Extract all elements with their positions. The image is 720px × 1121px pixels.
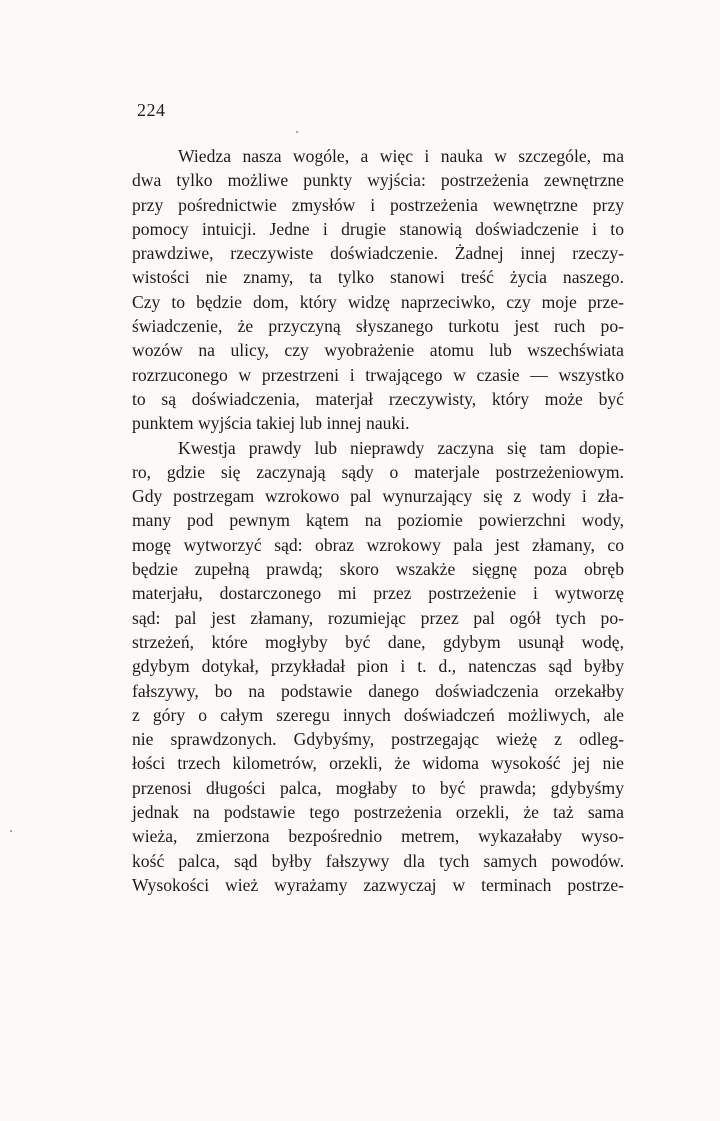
text-line: wieża, zmierzona bezpośrednio metrem, wykazałaby wyso- [132, 826, 624, 847]
paragraph [132, 436, 624, 898]
text-line: łości trzech kilometrów, orzekli, że widoma wysokość jej nie [132, 753, 624, 774]
text-line: to są doświadczenia, materjał rzeczywisty, który może być [132, 388, 624, 409]
text-line: z góry o całym szeregu innych doświadczeń możliwych, ale [132, 704, 624, 725]
text-line: Wysokości wież wyrażamy zazwyczaj w terminach postrze- [132, 874, 624, 895]
text-line: przy pośrednictwie zmysłów i postrzeżenia wewnętrzne przy [132, 194, 624, 215]
text-line: ro, gdzie się zaczynają sądy o materjale postrzeżeniowym. [132, 461, 624, 482]
text-line: świadczenie, że przyczyną słyszanego turkotu jest ruch po- [132, 316, 624, 337]
text-line: many pod pewnym kątem na poziomie powierzchni wody, [132, 510, 624, 531]
text-line: sąd: pal jest złamany, rozumiejąc przez pal ogół tych po- [132, 607, 624, 628]
text-line: rozrzuconego w przestrzeni i trwającego w czasie — wszystko [132, 364, 624, 385]
text-line: materjału, dostarczonego mi przez postrzeżenie i wytworzę [132, 583, 624, 604]
page-number: 224 [137, 100, 166, 120]
text-line: przenosi długości palca, mogłaby to być prawda; gdybyśmy [132, 777, 624, 798]
text-line: Czy to będzie dom, który widzę naprzeciwko, czy moje prze- [132, 291, 624, 312]
text-line: wistości nie znamy, ta tylko stanowi treść życia naszego. [132, 267, 624, 288]
text-line: nie sprawdzonych. Gdybyśmy, postrzegając wieżę z odleg- [132, 729, 624, 750]
text-line: punktem wyjścia takiej lub innej nauki. [132, 413, 410, 434]
text-line: pomocy intuicji. Jedne i drugie stanowią doświadczenie i to [132, 218, 624, 239]
text-line: mogę wytworzyć sąd: obraz wzrokowy pala jest złamany, co [132, 534, 624, 555]
print-speck [296, 131, 298, 133]
text-line: Wiedza nasza wogóle, a więc i nauka w szczególe, ma [178, 146, 624, 166]
text-line: wozów na ulicy, czy wyobrażenie atomu lub wszechświata [132, 340, 624, 361]
text-line: będzie zupełną prawdą; skoro wszakże sięgnę poza obręb [132, 559, 624, 580]
text-line: strzeżeń, które mogłyby być dane, gdybym usunął wodę, [132, 631, 624, 652]
text-line: kość palca, sąd byłby fałszywy dla tych samych powodów. [132, 850, 624, 871]
text-line: gdybym dotykał, przykładał pion i t. d., natenczas sąd byłby [132, 656, 624, 677]
text-line: fałszywy, bo na podstawie danego doświadczenia orzekałby [132, 680, 624, 701]
paragraph [132, 144, 624, 436]
text-line: dwa tylko możliwe punkty wyjścia: postrzeżenia zewnętrzne [132, 170, 624, 191]
text-line: Kwestja prawdy lub nieprawdy zaczyna się tam dopie- [178, 437, 624, 458]
print-speck [10, 830, 12, 832]
text-line: jednak na podstawie tego postrzeżenia orzekli, że taż sama [132, 802, 624, 823]
text-line: Gdy postrzegam wzrokowo pal wynurzający się z wody i zła- [132, 486, 624, 507]
text-line: prawdziwe, rzeczywiste doświadczenie. Żadnej innej rzeczy- [132, 243, 624, 264]
body-text [132, 144, 624, 897]
